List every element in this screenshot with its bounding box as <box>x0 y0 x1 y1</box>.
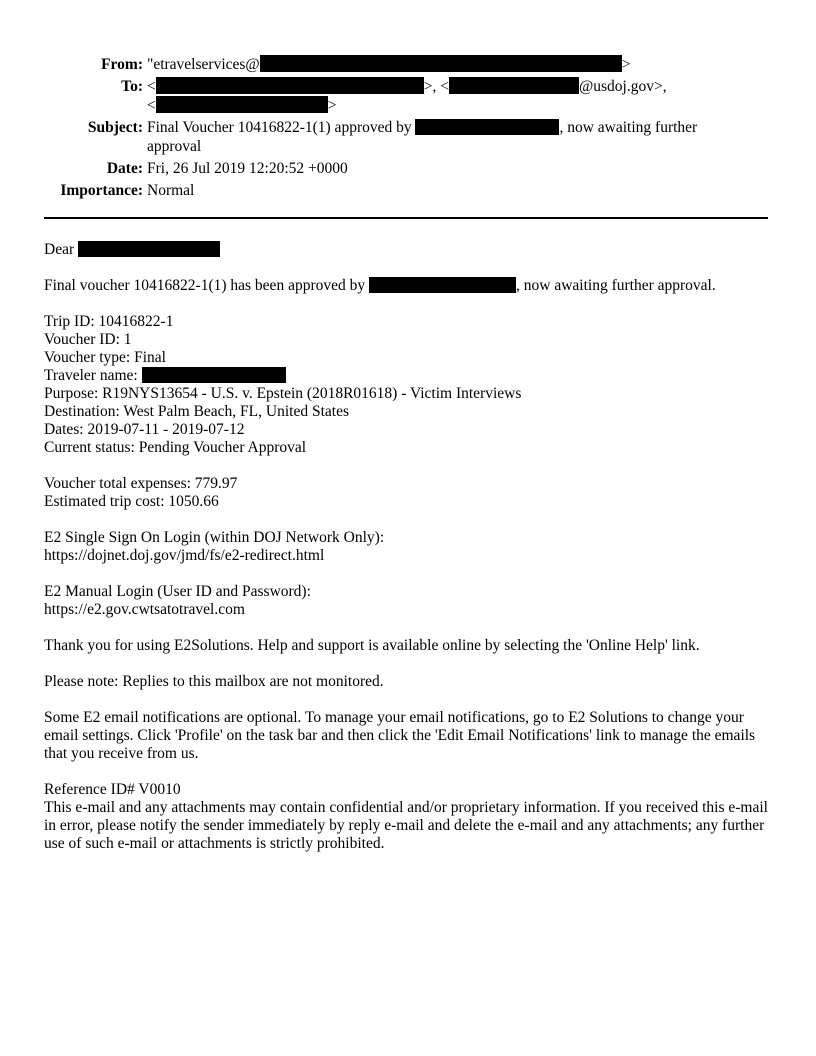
sso-login-url: https://dojnet.doj.gov/jmd/fs/e2-redirect.html <box>44 547 325 564</box>
voucher-total-line: Voucher total expenses: 779.97 <box>44 475 238 492</box>
to-open-bracket: < <box>147 78 156 95</box>
sso-login-heading: E2 Single Sign On Login (within DOJ Network Only): <box>44 529 385 546</box>
to-separator: >, < <box>423 78 449 95</box>
date-label: Date: <box>106 160 143 177</box>
to-open-bracket-2: < <box>147 97 156 114</box>
greeting-text: Dear <box>44 241 78 258</box>
to-field <box>44 77 768 115</box>
sso-login-block <box>44 529 768 565</box>
current-status-line: Current status: Pending Voucher Approval <box>44 439 307 456</box>
header-separator-line <box>44 217 768 219</box>
subject-field <box>44 118 768 156</box>
redaction <box>78 241 220 257</box>
importance-value: Normal <box>147 182 195 199</box>
email-header <box>44 55 768 200</box>
redaction <box>156 96 328 113</box>
manual-login-url: https://e2.gov.cwtsatotravel.com <box>44 601 245 618</box>
email-body <box>44 241 768 853</box>
reference-id-line: Reference ID# V0010 <box>44 781 181 798</box>
approval-text-after: , now awaiting further approval. <box>516 277 716 294</box>
date-field <box>44 159 768 178</box>
mailbox-note-line: Please note: Replies to this mailbox are not monitored. <box>44 673 384 690</box>
destination-line: Destination: West Palm Beach, FL, United States <box>44 403 349 420</box>
redaction <box>156 77 424 94</box>
trip-details <box>44 313 768 457</box>
subject-text-wrap: approval <box>147 138 202 155</box>
manual-login-heading: E2 Manual Login (User ID and Password): <box>44 583 311 600</box>
purpose-line: Purpose: R19NYS13654 - U.S. v. Epstein (2018R01618) - Victim Interviews <box>44 385 522 402</box>
thanks-line: Thank you for using E2Solutions. Help and support is available online by selecting the 'Online Help' link. <box>44 637 700 654</box>
importance-field <box>44 181 768 200</box>
importance-label: Importance: <box>60 182 143 199</box>
redaction <box>369 277 516 293</box>
date-value: Fri, 26 Jul 2019 12:20:52 +0000 <box>147 160 348 177</box>
from-field <box>44 55 768 74</box>
approval-line <box>44 277 768 295</box>
to-close-bracket-2: > <box>327 97 337 114</box>
voucher-id-line: Voucher ID: 1 <box>44 331 132 348</box>
to-value <box>143 77 667 115</box>
greeting-line <box>44 241 768 259</box>
subject-value <box>143 118 697 156</box>
trip-id-line: Trip ID: 10416822-1 <box>44 313 174 330</box>
traveler-name-label: Traveler name: <box>44 367 142 384</box>
subject-text-after: , now awaiting further <box>559 119 698 136</box>
dates-line: Dates: 2019-07-11 - 2019-07-12 <box>44 421 245 438</box>
subject-label: Subject: <box>87 119 143 136</box>
from-value-suffix: > <box>621 56 631 73</box>
from-label: From: <box>101 56 143 73</box>
voucher-type-line: Voucher type: Final <box>44 349 166 366</box>
redaction <box>260 55 622 72</box>
notifications-paragraph: Some E2 email notifications are optional. To manage your email notifications, go to E2 Solutions to change your email settings. Click 'Profile' on the task bar and then click the 'Edit Email Notifications' link to manage the emails that you receive from us. <box>44 709 756 762</box>
from-value <box>143 55 630 74</box>
to-label: To: <box>121 78 143 95</box>
manual-login-block <box>44 583 768 619</box>
traveler-name-line <box>44 367 768 385</box>
footer-block <box>44 781 768 853</box>
redaction <box>449 77 579 94</box>
redaction <box>142 367 286 383</box>
cost-summary <box>44 475 768 511</box>
subject-text-before: Final Voucher 10416822-1(1) approved by <box>147 119 416 136</box>
redaction <box>415 119 559 135</box>
to-domain: @usdoj.gov>, <box>578 78 667 95</box>
disclaimer-text: This e-mail and any attachments may contain confidential and/or proprietary information. If you received this e-mail in error, please notify the sender immediately by reply e-mail and delete the e-mail and any attachments; any further use of such e-mail or attachments is strictly prohibited. <box>44 799 768 852</box>
from-value-prefix: "etravelservices@ <box>147 56 260 73</box>
approval-text-before: Final voucher 10416822-1(1) has been approved by <box>44 277 369 294</box>
estimated-cost-line: Estimated trip cost: 1050.66 <box>44 493 219 510</box>
